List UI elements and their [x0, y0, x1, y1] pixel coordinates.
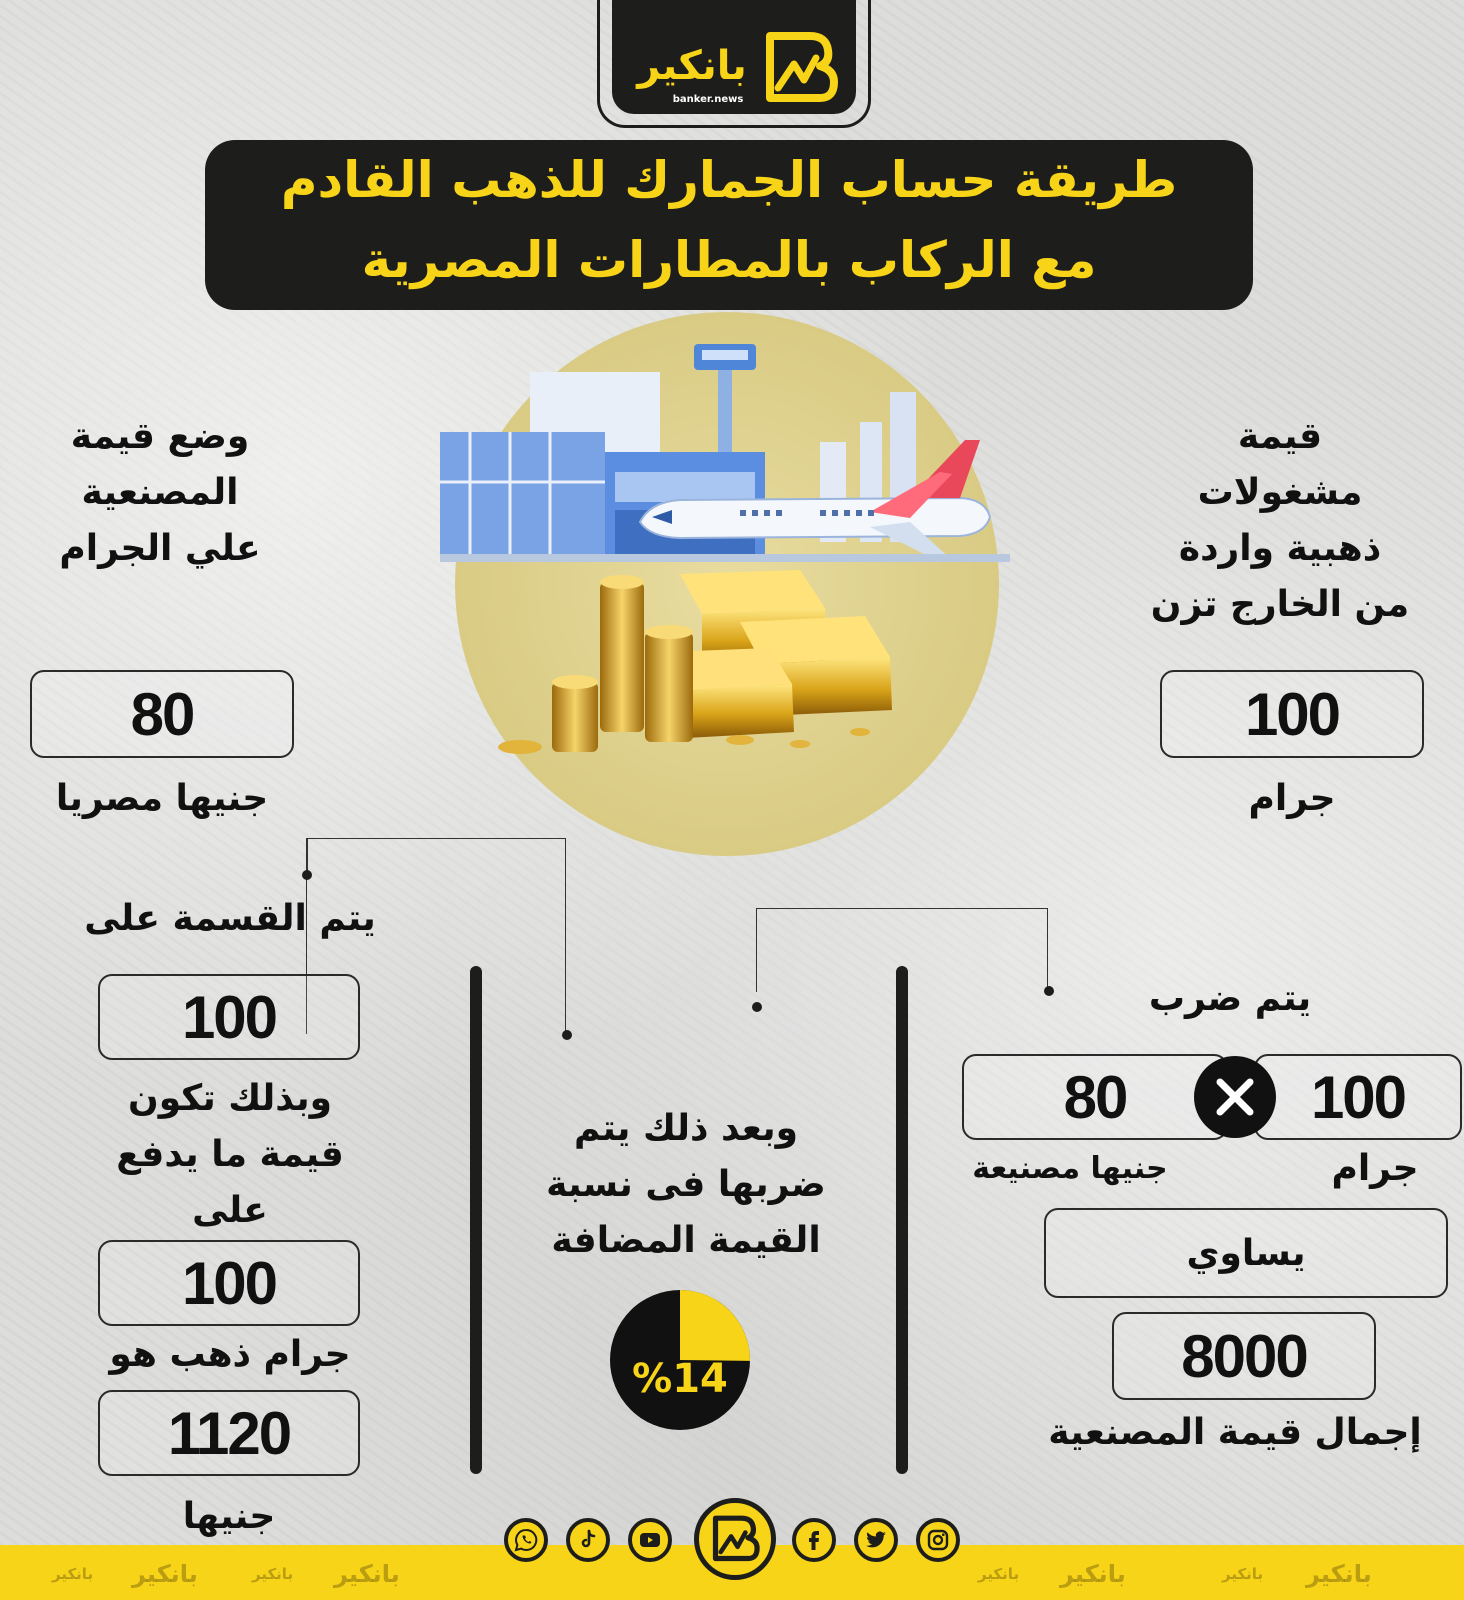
- brand-domain: banker.news: [672, 94, 744, 105]
- equals-label: يساوي: [1186, 1232, 1306, 1274]
- footer-watermark: بانكير: [52, 1565, 94, 1583]
- footer-watermark: بانكير: [1306, 1560, 1372, 1588]
- left-heading-line-3: علي الجرام: [59, 528, 261, 569]
- middle-text-line-2: ضربها فى نسبة: [546, 1164, 826, 1205]
- vat-label: %14: [632, 1356, 728, 1402]
- fee-value: 80: [130, 680, 194, 748]
- multiply-fee-box: [962, 1054, 1228, 1140]
- fee-box: [30, 670, 294, 758]
- weight-value: 100: [1244, 680, 1340, 748]
- final-value: 1120: [167, 1399, 291, 1467]
- result-line-3: على: [192, 1190, 268, 1231]
- multiply-label: يتم ضرب: [1148, 978, 1312, 1019]
- final-unit: جنيها: [182, 1496, 276, 1537]
- youtube-icon[interactable]: [628, 1518, 672, 1562]
- vat-pie-chart: [608, 1288, 752, 1432]
- left-heading-line-2: المصنعية: [81, 472, 239, 513]
- weight-unit: جرام: [1248, 778, 1336, 819]
- divide-box: [98, 974, 360, 1060]
- total-value: 8000: [1181, 1322, 1307, 1390]
- facebook-icon[interactable]: [792, 1518, 836, 1562]
- tiktok-icon[interactable]: [566, 1518, 610, 1562]
- right-heading-line-1: قيمة: [1237, 416, 1323, 457]
- divide-label: يتم القسمة على: [84, 898, 376, 939]
- footer-watermark: بانكير: [1060, 1560, 1126, 1588]
- middle-text-line-1: وبعد ذلك يتم: [573, 1108, 799, 1149]
- vat-pie-slice: [680, 1290, 750, 1361]
- right-heading-line-4: من الخارج تزن: [1150, 584, 1410, 625]
- right-heading-line-2: مشغولات: [1197, 472, 1363, 513]
- final-box: [98, 1390, 360, 1476]
- column-divider: [470, 966, 482, 1474]
- divide-value: 100: [181, 983, 277, 1051]
- footer-watermark: بانكير: [132, 1560, 198, 1588]
- equals-box: [1044, 1208, 1448, 1298]
- brand-logo-icon: [694, 1498, 776, 1580]
- connector-dot: [302, 870, 312, 880]
- grams-value: 100: [181, 1249, 277, 1317]
- multiply-fee-value: 80: [1063, 1063, 1127, 1131]
- instagram-icon[interactable]: [916, 1518, 960, 1562]
- multiply-grams-unit: جرام: [1331, 1148, 1419, 1189]
- footer-watermark: بانكير: [978, 1565, 1020, 1583]
- multiply-fee-unit: جنيها مصنيعة: [972, 1151, 1168, 1186]
- left-heading-line-1: وضع قيمة: [70, 416, 250, 457]
- total-label: إجمال قيمة المصنعية: [1048, 1412, 1422, 1453]
- grams-box: [98, 1240, 360, 1326]
- column-divider: [896, 966, 908, 1474]
- brand-name: بانكير: [637, 43, 747, 89]
- footer-watermark: بانكير: [1222, 1565, 1264, 1583]
- brand-logo-icon: [760, 28, 840, 108]
- airport-gold-illustration: [440, 312, 1010, 872]
- result-line-1: وبذلك تكون: [127, 1078, 332, 1119]
- right-heading-line-3: ذهبية واردة: [1178, 528, 1382, 569]
- page-title-line-2: مع الركاب بالمطارات المصرية: [361, 231, 1097, 289]
- grams-label: جرام ذهب هو: [109, 1334, 351, 1375]
- middle-text-line-3: القيمة المضافة: [551, 1220, 821, 1261]
- page-title-line-1: طريقة حساب الجمارك للذهب القادم: [280, 151, 1178, 209]
- whatsapp-icon[interactable]: [504, 1518, 548, 1562]
- result-line-2: قيمة ما يدفع: [116, 1134, 344, 1175]
- connector-dot: [752, 1002, 762, 1012]
- twitter-icon[interactable]: [854, 1518, 898, 1562]
- multiply-icon: [1192, 1054, 1278, 1140]
- connector-dot: [1044, 986, 1054, 996]
- connector-dot: [562, 1030, 572, 1040]
- multiply-grams-box: [1254, 1054, 1462, 1140]
- total-box: [1112, 1312, 1376, 1400]
- footer-watermark: بانكير: [252, 1565, 294, 1583]
- footer-watermark: بانكير: [334, 1560, 400, 1588]
- fee-unit: جنيها مصريا: [55, 778, 269, 819]
- weight-box: [1160, 670, 1424, 758]
- multiply-grams-value: 100: [1310, 1063, 1406, 1131]
